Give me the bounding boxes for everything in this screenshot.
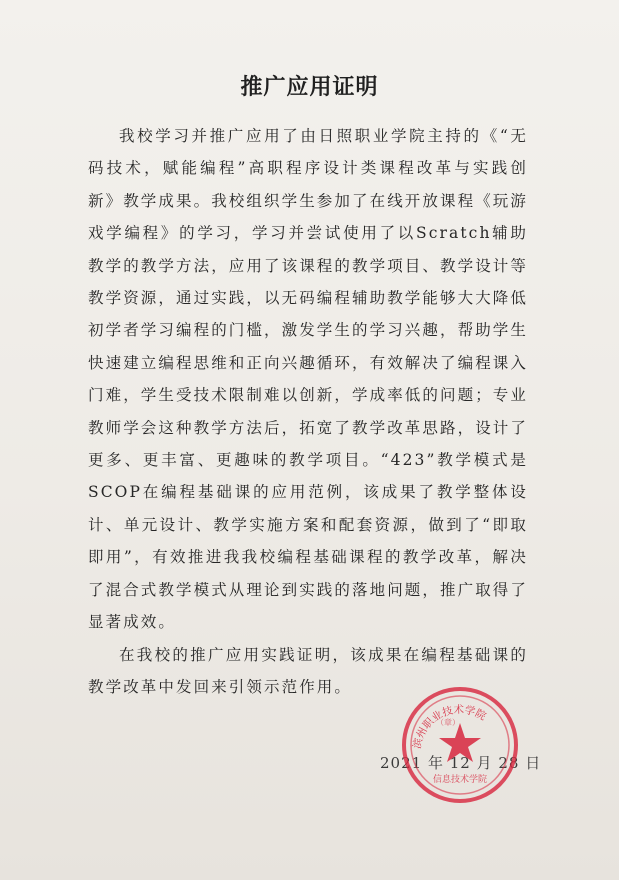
- svg-text:（章）: （章）: [436, 718, 460, 727]
- page-title: 推广应用证明: [240, 74, 379, 100]
- svg-text:滨州职业技术学院: 滨州职业技术学院: [411, 703, 488, 750]
- signature-date: 2021 年 12 月 28 日: [380, 754, 542, 772]
- document-body: [88, 120, 528, 703]
- body-paragraph-2: 在我校的推广应用实践证明，该成果在编程基础课的教学改革中发回来引领示范作用。: [88, 645, 528, 696]
- body-paragraph-1: 我校学习并推广应用了由日照职业学院主持的《“无码技术，赋能编程”高职程序设计类课程改革与实践创新》教学成果。我校组织学生参加了在线开放课程《玩游戏学编程》的学习，学习并尝试使用了以Scratch辅助教学的教学方法，应用了该课程的教学项目、教学设计等教学资源，通过实践，以无码编程辅助教学能够大大降低初学者学习编程的门槛，激发学生的学习兴趣，帮助学生快速建立编程思维和正向兴趣循环，有效解决了编程课入门难，学生受技术限制难以创新，学成率低的问题；专业教师学会这种教学方法后，拓宽了教学改革思路，设计了更多、更丰富、更趣味的教学项目。“423”教学模式是SCOP在编程基础课的应用范例，该成果了教学整体设计、单元设计、教学实施方案和配套资源，做到了“即取即用”，有效推进我我校编程基础课程的教学改革，解决了混合式教学模式从理论到实践的落地问题，推广取得了显著成效。: [88, 127, 529, 632]
- official-seal-graphic: [398, 683, 522, 807]
- official-seal: [398, 683, 522, 807]
- svg-text:信息技术学院: 信息技术学院: [432, 774, 488, 784]
